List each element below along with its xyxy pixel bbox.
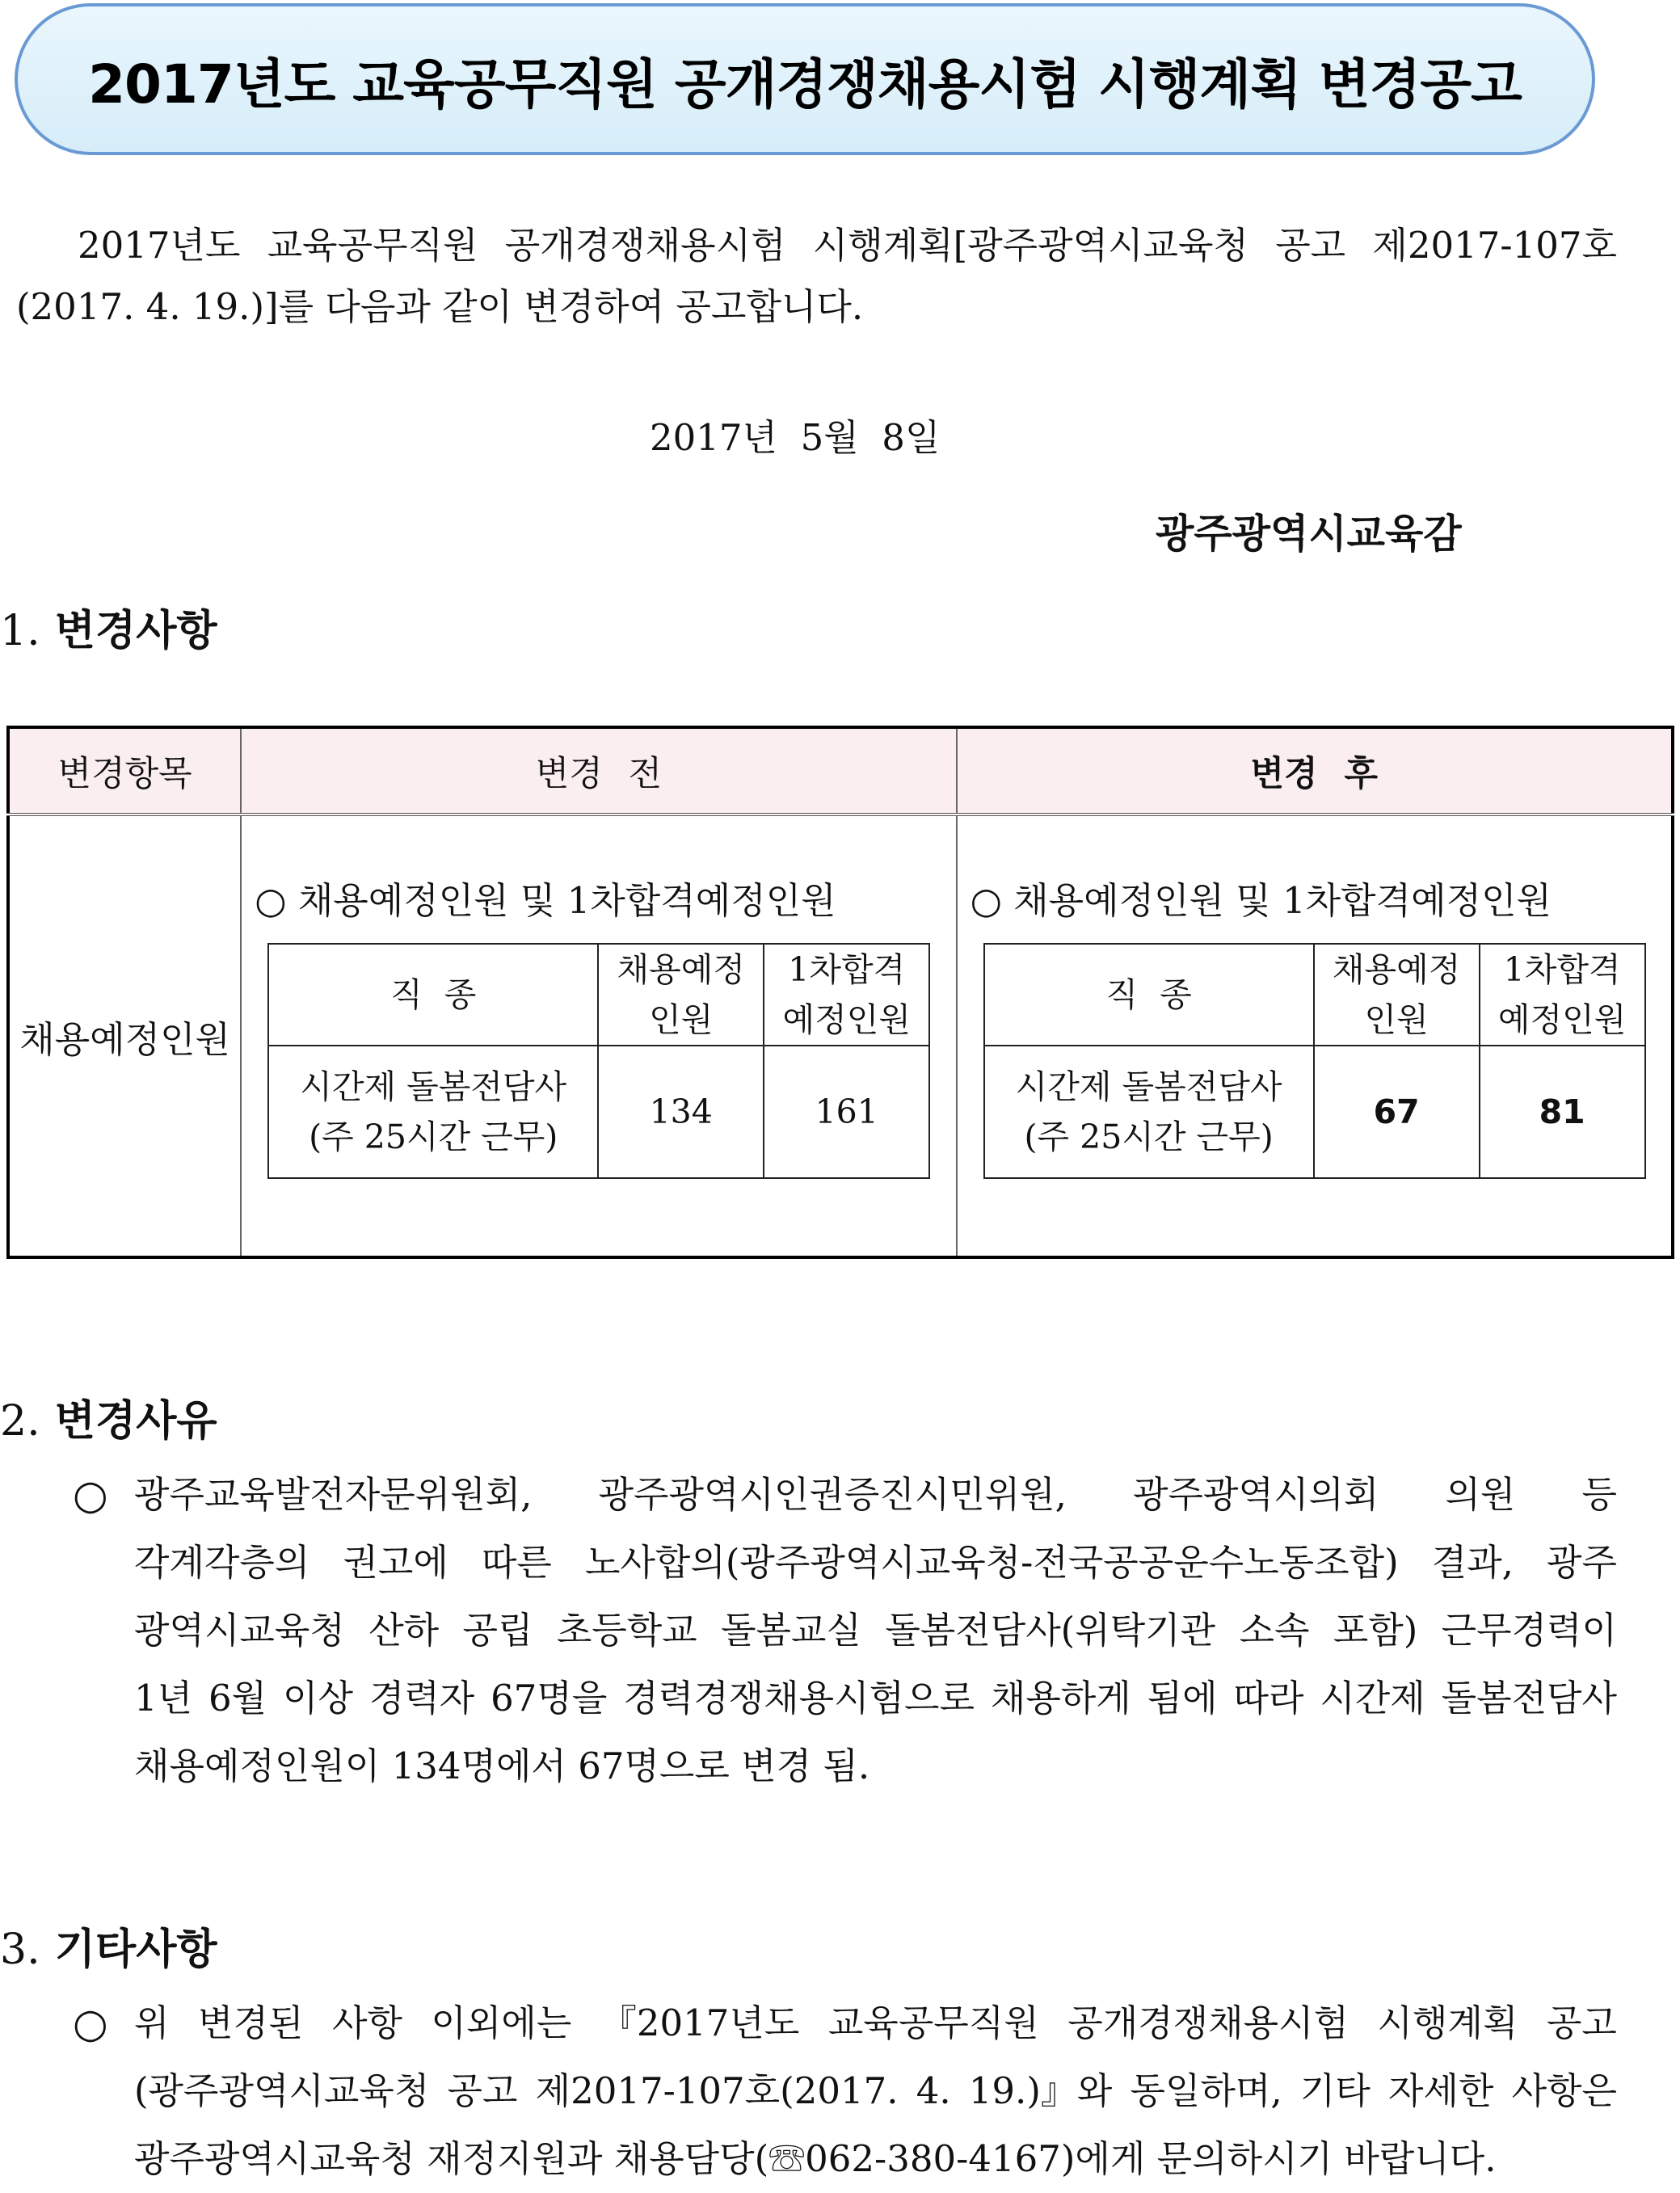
section-3-heading	[0, 1915, 217, 1976]
word: 공고	[1546, 2001, 1617, 2044]
word: 각계각층의	[134, 1541, 310, 1584]
word: 동일하며,	[1130, 2069, 1282, 2112]
section-1-number: 1.	[0, 607, 40, 655]
section-2-title: 변경사유	[54, 1397, 217, 1446]
word: 돌봄전담사	[1441, 1677, 1617, 1719]
after-col-hire	[1314, 944, 1480, 1046]
after-pass: 81	[1480, 1046, 1645, 1178]
word: 변경된	[198, 2001, 304, 2044]
section-2-body	[134, 1461, 1617, 1800]
word: 시간제	[1320, 1677, 1425, 1719]
before-hire: 134	[598, 1046, 764, 1178]
word: 됨에	[1147, 1677, 1218, 1719]
word: 따라	[1233, 1677, 1304, 1719]
after-hire: 67	[1314, 1046, 1480, 1178]
after-subtitle-text: 채용예정인원 및 1차합격예정인원	[1013, 879, 1552, 922]
header-after: 변경 후	[957, 727, 1673, 814]
after-col-pass-line2: 예정인원	[1497, 1000, 1627, 1039]
word: 사항	[331, 2001, 402, 2044]
word: 소속	[1239, 1609, 1310, 1652]
word: 67명을	[491, 1677, 608, 1719]
word: 권고에	[343, 1541, 448, 1584]
word: 광역시교육청	[134, 1609, 345, 1652]
after-job-line1: 시간제 돌봄전담사	[1015, 1067, 1282, 1106]
word: 『2017년도	[600, 2001, 800, 2044]
section-1-title: 변경사항	[54, 607, 217, 655]
section-3-bullet: ○	[73, 2000, 108, 2047]
section-2-line-4	[134, 1665, 1617, 1732]
word: 공고	[1275, 224, 1346, 267]
after-col-pass-line1: 1차합격	[1503, 950, 1621, 989]
word: 사항은	[1511, 2069, 1617, 2112]
after-job-line2: (주 25시간 근무)	[1024, 1118, 1274, 1156]
section-3-line-3: 광주광역시교육청 재정지원과 채용담당(☏062-380-4167)에게 문의하시기 바랍니다.	[134, 2137, 1497, 2180]
before-bullet: ○	[255, 879, 287, 922]
before-job-line2: (주 25시간 근무)	[309, 1118, 558, 1156]
section-2-bullet: ○	[73, 1471, 108, 1518]
before-subtitle-text: 채용예정인원 및 1차합격예정인원	[297, 879, 836, 922]
word: 이상	[283, 1677, 353, 1719]
before-col-pass-line1: 1차합격	[788, 950, 906, 989]
before-job-line1: 시간제 돌봄전담사	[300, 1067, 567, 1106]
word: 노사합의(광주광역시교육청-전국공공운수노동조합)	[584, 1541, 1399, 1584]
change-table	[6, 726, 1674, 1259]
word: 교육공무직원	[267, 224, 478, 267]
issuer: 광주광역시교육감	[1156, 511, 1462, 557]
section-2-line-3	[134, 1597, 1617, 1665]
word: 제2017-107호(2017.	[535, 2069, 899, 2112]
word: 제2017-107호	[1372, 224, 1617, 267]
word: 돌봄교실	[721, 1609, 861, 1652]
word: 광주광역시의회	[1133, 1473, 1379, 1516]
section-3-number: 3.	[0, 1926, 40, 1974]
after-job	[984, 1046, 1314, 1178]
section-3-line-1	[134, 1989, 1617, 2057]
word: 광주교육발전자문위원회,	[134, 1473, 533, 1516]
after-col-pass	[1480, 944, 1645, 1046]
word: 1년	[134, 1677, 193, 1719]
before-col-pass-line2: 예정인원	[782, 1000, 911, 1039]
announcement-date: 2017년 5월 8일	[650, 416, 941, 459]
after-col-hire-line1: 채용예정	[1332, 950, 1461, 989]
before-subtitle	[242, 871, 955, 924]
change-table-row	[8, 814, 1673, 1257]
section-3-title: 기타사항	[54, 1926, 217, 1974]
before-pass: 161	[764, 1046, 929, 1178]
row-label: 채용예정인원	[8, 814, 241, 1257]
before-inner-table	[267, 943, 930, 1179]
word: 6월	[208, 1677, 267, 1719]
word: 4.	[916, 2069, 951, 2112]
word: 포함)	[1333, 1609, 1418, 1652]
before-col-hire	[598, 944, 764, 1046]
word: 결과,	[1431, 1541, 1514, 1584]
word: 공고	[447, 2069, 518, 2112]
section-2-line-2	[134, 1529, 1617, 1597]
before-job	[268, 1046, 598, 1178]
section-3-body	[134, 1989, 1617, 2193]
word: 따른	[481, 1541, 552, 1584]
header-before: 변경 전	[241, 727, 956, 814]
word: 교육공무직원	[827, 2001, 1039, 2044]
word: 근무경력이	[1441, 1609, 1617, 1652]
word: 산하	[368, 1609, 440, 1652]
word: 초등학교	[556, 1609, 697, 1652]
word: 광주	[1547, 1541, 1617, 1584]
before-col-hire-line1: 채용예정	[617, 950, 745, 989]
word: 등	[1581, 1473, 1617, 1516]
word: 공개경쟁채용시험	[1067, 2001, 1349, 2044]
intro-line-1	[78, 212, 1617, 280]
word: 시행계획	[1377, 2001, 1518, 2044]
section-2-number: 2.	[0, 1397, 40, 1446]
word: 경력자	[368, 1677, 475, 1719]
after-bullet: ○	[970, 879, 1002, 922]
document-title: 2017년도 교육공무직원 공개경쟁채용시험 시행계획 변경공고	[88, 53, 1522, 116]
before-col-pass	[764, 944, 929, 1046]
after-col-hire-line2: 인원	[1364, 1000, 1429, 1039]
after-col-job: 직 종	[984, 944, 1314, 1046]
word: 시행계획[광주광역시교육청	[812, 224, 1248, 267]
section-2-line-1	[134, 1461, 1617, 1529]
word: 기타	[1299, 2069, 1371, 2112]
word: 2017년도	[78, 224, 241, 267]
intro-line-2: (2017. 4. 19.)]를 다음과 같이 변경하여 공고합니다.	[16, 285, 864, 328]
word: 공립	[462, 1609, 533, 1652]
word: 위	[134, 2001, 170, 2044]
section-2-line-5: 채용예정인원이 134명에서 67명으로 변경 됨.	[134, 1745, 870, 1787]
after-inner-table	[983, 943, 1646, 1179]
word: 이외에는	[431, 2001, 572, 2044]
section-3-line-2	[134, 2057, 1617, 2125]
word: 광주광역시인권증진시민위원,	[598, 1473, 1067, 1516]
word: 19.)』와	[968, 2069, 1113, 2112]
title-banner	[15, 3, 1595, 155]
word: 돌봄전담사(위탁기관	[885, 1609, 1216, 1652]
word: 의원	[1445, 1473, 1516, 1516]
word: (광주광역시교육청	[134, 2069, 430, 2112]
after-cell	[957, 814, 1673, 1257]
word: 채용하게	[990, 1677, 1131, 1719]
section-2-heading	[0, 1387, 217, 1447]
before-col-job: 직 종	[268, 944, 598, 1046]
word: 경력경쟁채용시험으로	[623, 1677, 975, 1719]
change-table-header	[8, 727, 1673, 814]
after-subtitle	[958, 871, 1671, 924]
header-item: 변경항목	[8, 727, 241, 814]
before-cell	[241, 814, 956, 1257]
word: 자세한	[1388, 2069, 1494, 2112]
before-col-hire-line2: 인원	[649, 1000, 714, 1039]
word: 공개경쟁채용시험	[504, 224, 786, 267]
section-1-heading	[0, 596, 217, 657]
